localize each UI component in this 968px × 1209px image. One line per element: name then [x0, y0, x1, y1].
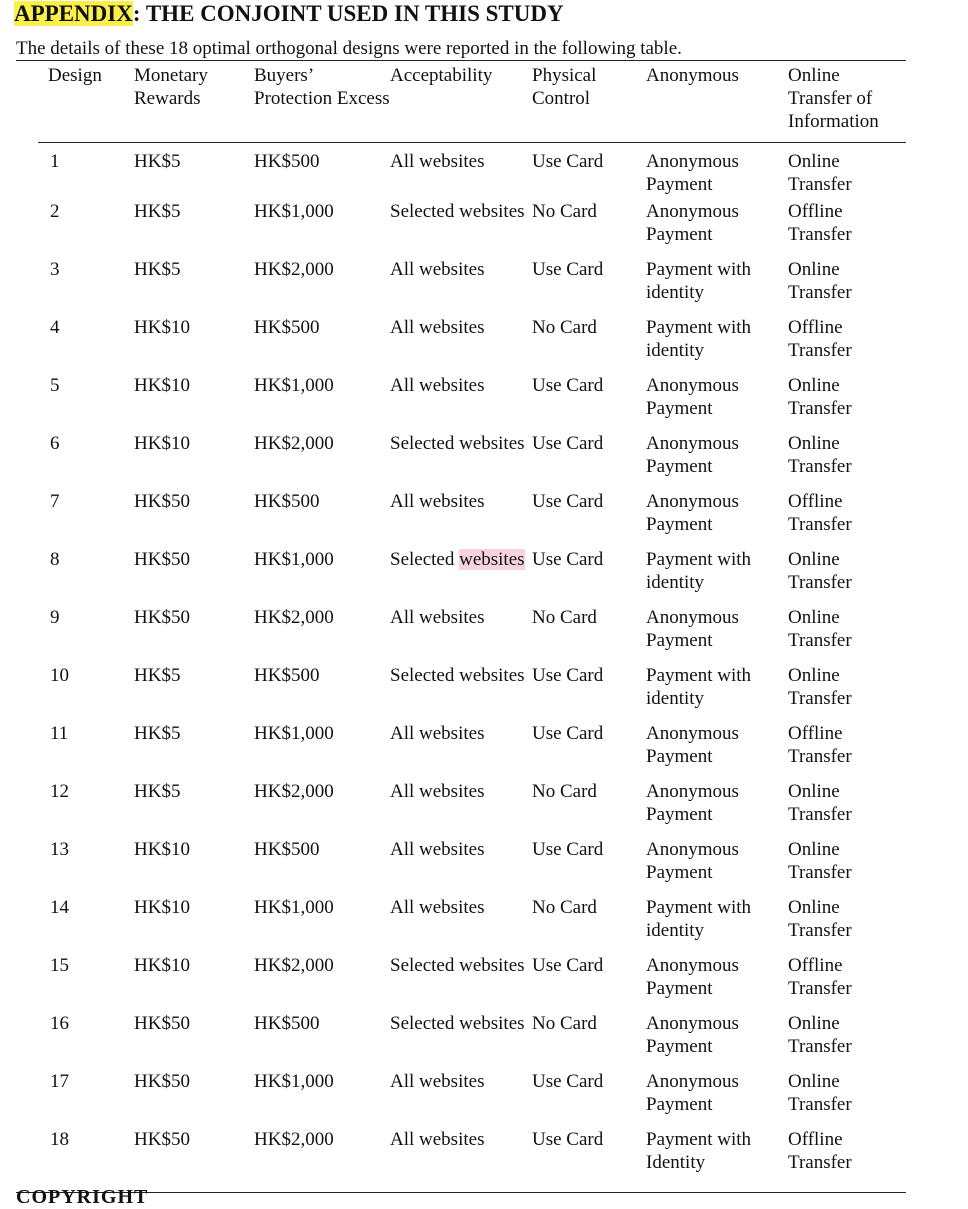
cell-design: 8 — [50, 549, 60, 570]
cell-acceptability: Selected websites — [390, 201, 525, 222]
table-header-row — [38, 64, 906, 142]
cell-monetary-rewards: HK$50 — [134, 549, 190, 570]
cell-design: 18 — [50, 1129, 69, 1150]
table-row — [38, 1012, 906, 1070]
cell-buyers-protection-excess: HK$1,000 — [254, 723, 334, 744]
cell-buyers-protection-excess: HK$2,000 — [254, 1129, 334, 1150]
table-top-rule — [16, 60, 906, 61]
cell-online-transfer: Offline Transfer — [788, 201, 852, 245]
cell-design: 10 — [50, 665, 69, 686]
cell-buyers-protection-excess: HK$500 — [254, 151, 320, 172]
column-header-acceptability: Acceptability — [390, 65, 493, 86]
cell-monetary-rewards: HK$10 — [134, 433, 190, 454]
cell-online-transfer: Offline Transfer — [788, 723, 852, 767]
cell-anonymous: Anonymous Payment — [646, 1071, 739, 1115]
cell-physical-control: Use Card — [532, 433, 604, 454]
column-header-design: Design — [48, 65, 102, 86]
cell-anonymous: Anonymous Payment — [646, 375, 739, 419]
cell-online-transfer: Online Transfer — [788, 151, 852, 195]
cell-physical-control: Use Card — [532, 955, 604, 976]
cell-acceptability: Selected websites — [390, 433, 525, 454]
table-row — [38, 142, 906, 200]
table-row — [38, 200, 906, 258]
cell-physical-control: Use Card — [532, 1129, 604, 1150]
cell-physical-control: Use Card — [532, 491, 604, 512]
cell-design: 3 — [50, 259, 60, 280]
cell-physical-control: Use Card — [532, 665, 604, 686]
highlighted-cell-word: websites — [459, 549, 525, 570]
cell-acceptability: All websites — [390, 491, 485, 512]
table-row — [38, 896, 906, 954]
heading-highlighted-word: APPENDIX — [14, 1, 133, 26]
cell-physical-control: Use Card — [532, 839, 604, 860]
cell-physical-control: No Card — [532, 897, 597, 918]
table-bottom-rule — [16, 1192, 906, 1193]
cell-buyers-protection-excess: HK$1,000 — [254, 549, 334, 570]
cell-design: 2 — [50, 201, 60, 222]
table-row — [38, 954, 906, 1012]
table-row — [38, 780, 906, 838]
cell-design: 4 — [50, 317, 60, 338]
table-row — [38, 490, 906, 548]
cell-acceptability: Selected websites — [390, 665, 525, 686]
cell-design: 12 — [50, 781, 69, 802]
cell-design: 5 — [50, 375, 60, 396]
cell-buyers-protection-excess: HK$1,000 — [254, 897, 334, 918]
cell-monetary-rewards: HK$50 — [134, 1129, 190, 1150]
table-row — [38, 548, 906, 606]
cell-acceptability: All websites — [390, 375, 485, 396]
cell-anonymous: Payment with identity — [646, 259, 752, 303]
cell-design: 13 — [50, 839, 69, 860]
cell-buyers-protection-excess: HK$500 — [254, 1013, 320, 1034]
cell-online-transfer: Offline Transfer — [788, 955, 852, 999]
cell-acceptability: Selected websites — [390, 1013, 525, 1034]
cell-monetary-rewards: HK$10 — [134, 375, 190, 396]
cell-design: 17 — [50, 1071, 69, 1092]
cell-online-transfer: Online Transfer — [788, 549, 852, 593]
cell-acceptability: All websites — [390, 781, 485, 802]
cell-physical-control: No Card — [532, 781, 597, 802]
cell-monetary-rewards: HK$10 — [134, 839, 190, 860]
cell-monetary-rewards: HK$50 — [134, 1071, 190, 1092]
table-row — [38, 838, 906, 896]
cell-online-transfer: Online Transfer — [788, 607, 852, 651]
cell-anonymous: Payment with Identity — [646, 1129, 752, 1173]
cell-physical-control: No Card — [532, 1013, 597, 1034]
cell-monetary-rewards: HK$5 — [134, 151, 181, 172]
appendix-heading — [14, 0, 564, 28]
cell-acceptability — [390, 548, 532, 606]
cell-monetary-rewards: HK$5 — [134, 665, 181, 686]
cell-anonymous: Anonymous Payment — [646, 723, 739, 767]
cell-anonymous: Anonymous Payment — [646, 201, 739, 245]
cell-online-transfer: Offline Transfer — [788, 1129, 852, 1173]
intro-sentence: The details of these 18 optimal orthogonal designs were reported in the following table. — [16, 38, 682, 59]
table-row — [38, 316, 906, 374]
cell-anonymous: Anonymous Payment — [646, 781, 739, 825]
column-header-buyers-protection-excess: Buyers’ Protection Excess — [254, 65, 390, 109]
cell-monetary-rewards: HK$5 — [134, 723, 181, 744]
cell-anonymous: Anonymous Payment — [646, 955, 739, 999]
table-row — [38, 374, 906, 432]
cell-anonymous: Anonymous Payment — [646, 151, 739, 195]
column-header-online-transfer: Online Transfer of Information — [788, 65, 879, 132]
cell-buyers-protection-excess: HK$1,000 — [254, 1071, 334, 1092]
cell-physical-control: Use Card — [532, 1071, 604, 1092]
cell-acceptability: All websites — [390, 839, 485, 860]
cell-online-transfer: Online Transfer — [788, 433, 852, 477]
conjoint-designs-table — [38, 64, 906, 1186]
cell-buyers-protection-excess: HK$1,000 — [254, 201, 334, 222]
cell-acceptability: All websites — [390, 723, 485, 744]
cell-anonymous: Payment with identity — [646, 897, 752, 941]
cell-buyers-protection-excess: HK$500 — [254, 839, 320, 860]
column-header-physical-control: Physical Control — [532, 65, 597, 109]
cell-physical-control: Use Card — [532, 549, 604, 570]
cell-design: 1 — [50, 151, 60, 172]
cell-online-transfer: Offline Transfer — [788, 317, 852, 361]
cell-monetary-rewards: HK$10 — [134, 317, 190, 338]
cell-anonymous: Anonymous Payment — [646, 607, 739, 651]
cell-monetary-rewards: HK$10 — [134, 897, 190, 918]
cell-online-transfer: Online Transfer — [788, 665, 852, 709]
table-row — [38, 606, 906, 664]
cell-monetary-rewards: HK$10 — [134, 955, 190, 976]
cell-monetary-rewards: HK$5 — [134, 781, 181, 802]
cell-physical-control: Use Card — [532, 723, 604, 744]
cell-buyers-protection-excess: HK$500 — [254, 665, 320, 686]
cell-design: 16 — [50, 1013, 69, 1034]
cell-online-transfer: Online Transfer — [788, 375, 852, 419]
cell-online-transfer: Offline Transfer — [788, 491, 852, 535]
table-body — [38, 142, 906, 1186]
cell-physical-control: No Card — [532, 201, 597, 222]
cell-design: 15 — [50, 955, 69, 976]
cell-anonymous: Payment with identity — [646, 317, 752, 361]
cell-design: 11 — [50, 723, 69, 744]
cell-acceptability: All websites — [390, 897, 485, 918]
cell-design: 14 — [50, 897, 69, 918]
cell-acceptability: All websites — [390, 607, 485, 628]
cell-monetary-rewards: HK$5 — [134, 259, 181, 280]
cell-anonymous: Payment with identity — [646, 549, 752, 593]
table-row — [38, 1128, 906, 1186]
table-row — [38, 664, 906, 722]
cell-monetary-rewards: HK$5 — [134, 201, 181, 222]
cell-design: 6 — [50, 433, 60, 454]
cell-online-transfer: Online Transfer — [788, 1013, 852, 1057]
cut-off-section-heading: COPYRIGHT — [16, 1186, 149, 1208]
cell-anonymous: Anonymous Payment — [646, 839, 739, 883]
cell-buyers-protection-excess: HK$2,000 — [254, 781, 334, 802]
cell-buyers-protection-excess: HK$1,000 — [254, 375, 334, 396]
cell-physical-control: Use Card — [532, 151, 604, 172]
cell-anonymous: Payment with identity — [646, 665, 752, 709]
cell-monetary-rewards: HK$50 — [134, 607, 190, 628]
cell-buyers-protection-excess: HK$2,000 — [254, 955, 334, 976]
cell-anonymous: Anonymous Payment — [646, 433, 739, 477]
cell-acceptability: All websites — [390, 259, 485, 280]
column-header-anonymous: Anonymous — [646, 65, 739, 86]
cell-online-transfer: Online Transfer — [788, 259, 852, 303]
column-header-monetary-rewards: Monetary Rewards — [134, 65, 208, 109]
cell-online-transfer: Online Transfer — [788, 897, 852, 941]
cell-text-first-word: Selected — [390, 549, 460, 570]
cell-anonymous: Anonymous Payment — [646, 491, 739, 535]
cell-physical-control: Use Card — [532, 375, 604, 396]
cell-design: 9 — [50, 607, 60, 628]
cell-acceptability: All websites — [390, 1129, 485, 1150]
cell-acceptability: All websites — [390, 151, 485, 172]
cell-acceptability: Selected websites — [390, 955, 525, 976]
cell-buyers-protection-excess: HK$500 — [254, 317, 320, 338]
table-row — [38, 722, 906, 780]
cell-design: 7 — [50, 491, 60, 512]
cell-buyers-protection-excess: HK$2,000 — [254, 259, 334, 280]
cell-online-transfer: Online Transfer — [788, 781, 852, 825]
cell-anonymous: Anonymous Payment — [646, 1013, 739, 1057]
table-row — [38, 258, 906, 316]
cell-monetary-rewards: HK$50 — [134, 491, 190, 512]
cell-monetary-rewards: HK$50 — [134, 1013, 190, 1034]
cell-physical-control: Use Card — [532, 259, 604, 280]
cell-acceptability: All websites — [390, 317, 485, 338]
cell-online-transfer: Online Transfer — [788, 839, 852, 883]
heading-rest: : THE CONJOINT USED IN THIS STUDY — [132, 1, 564, 26]
table-row — [38, 1070, 906, 1128]
table-row — [38, 432, 906, 490]
cell-buyers-protection-excess: HK$2,000 — [254, 607, 334, 628]
cell-buyers-protection-excess: HK$500 — [254, 491, 320, 512]
cell-buyers-protection-excess: HK$2,000 — [254, 433, 334, 454]
cell-acceptability: All websites — [390, 1071, 485, 1092]
cell-physical-control: No Card — [532, 317, 597, 338]
cell-physical-control: No Card — [532, 607, 597, 628]
cell-online-transfer: Online Transfer — [788, 1071, 852, 1115]
